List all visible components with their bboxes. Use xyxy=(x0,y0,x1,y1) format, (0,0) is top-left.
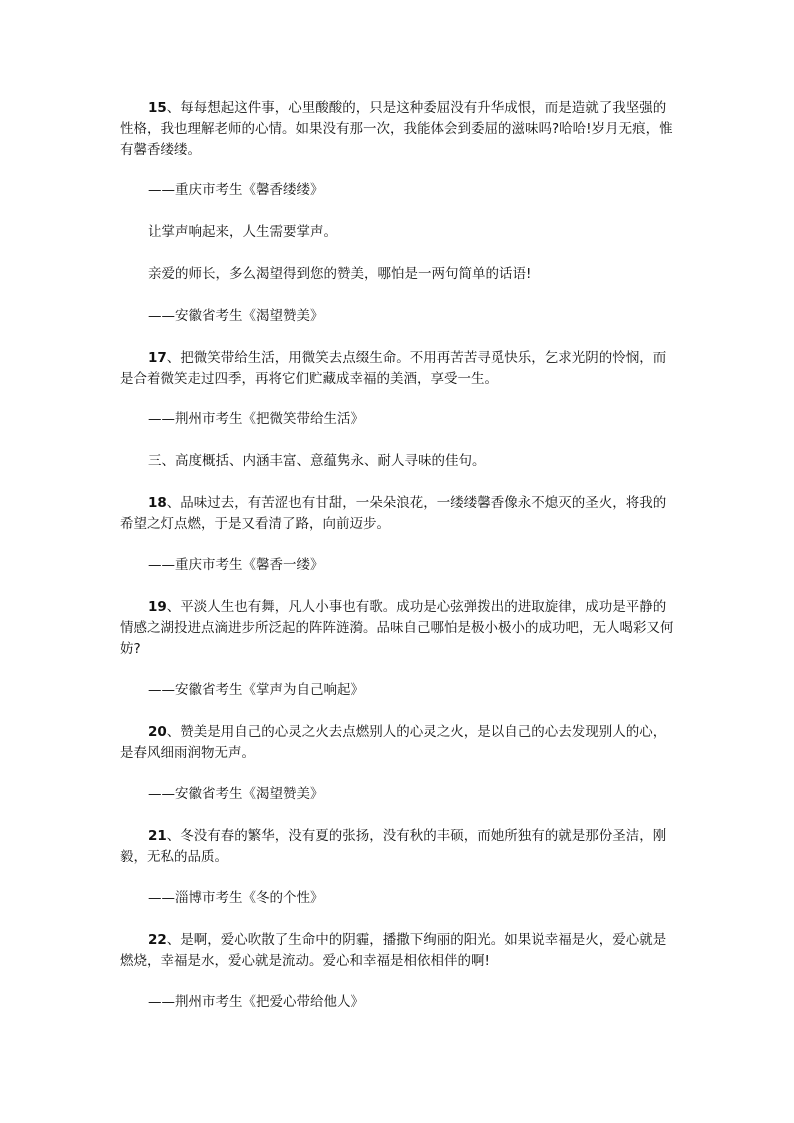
quote-text: 、是啊，爱心吹散了生命中的阴霾，播撒下绚丽的阳光。如果说幸福是火，爱心就是燃烧，幸福是水，爱心就是流动。爱心和幸福是相依相伴的啊! xyxy=(120,932,667,969)
quote-number: 19 xyxy=(148,599,167,615)
source-line: ——安徽省考生《渴望赞美》 xyxy=(148,308,324,324)
quote-number: 18 xyxy=(148,495,167,511)
paragraph: 亲爱的师长，多么渴望得到您的赞美，哪怕是一两句简单的话语! xyxy=(148,266,532,282)
quote-15 xyxy=(120,98,676,161)
quote-text: 、冬没有春的繁华，没有夏的张扬，没有秋的丰硕，而她所独有的就是那份圣洁，刚毅，无私的品质。 xyxy=(120,828,667,865)
quote-20 xyxy=(120,722,676,764)
quote-number: 21 xyxy=(148,828,167,844)
quote-text: 、把微笑带给生活，用微笑去点缀生命。不用再苦苦寻觅快乐，乞求光阴的怜悯，而是合着微笑走过四季，再将它们贮藏成幸福的美酒，享受一生。 xyxy=(120,350,667,387)
source-line: ——重庆市考生《馨香一缕》 xyxy=(148,557,324,573)
quote-text: 、赞美是用自己的心灵之火去点燃别人的心灵之火，是以自己的心去发现别人的心，是春风细雨润物无声。 xyxy=(120,724,667,761)
quote-text: 、每每想起这件事，心里酸酸的，只是这种委屈没有升华成恨，而是造就了我坚强的性格，我也理解老师的心情。如果没有那一次，我能体会到委屈的滋味吗?哈哈!岁月无痕，惟有馨香缕缕。 xyxy=(120,100,673,158)
source-line: ——安徽省考生《渴望赞美》 xyxy=(148,786,324,802)
quote-number: 22 xyxy=(148,932,167,948)
source-line: ——安徽省考生《掌声为自己响起》 xyxy=(148,682,364,698)
source-line: ——荆州市考生《把爱心带给他人》 xyxy=(148,994,364,1010)
source-line: ——荆州市考生《把微笑带给生活》 xyxy=(148,411,364,427)
source-line: ——重庆市考生《馨香缕缕》 xyxy=(148,182,324,198)
quote-text: 、平淡人生也有舞，凡人小事也有歌。成功是心弦弹拨出的进取旋律，成功是平静的情感之湖投进点滴进步所泛起的阵阵涟漪。品味自己哪怕是极小极小的成功吧，无人喝彩又何妨? xyxy=(120,599,674,657)
quote-18 xyxy=(120,493,676,535)
section-heading: 三、高度概括、内涵丰富、意蕴隽永、耐人寻味的佳句。 xyxy=(148,453,486,469)
quote-19 xyxy=(120,597,676,660)
paragraph: 让掌声响起来，人生需要掌声。 xyxy=(148,224,337,240)
source-line: ——淄博市考生《冬的个性》 xyxy=(148,890,324,906)
quote-17 xyxy=(120,348,676,390)
quote-number: 17 xyxy=(148,350,167,366)
quote-number: 20 xyxy=(148,724,167,740)
quote-text: 、品味过去，有苦涩也有甘甜，一朵朵浪花，一缕缕馨香像永不熄灭的圣火，将我的希望之灯点燃，于是又看清了路，向前迈步。 xyxy=(120,495,667,532)
quote-22 xyxy=(120,930,676,972)
quote-21 xyxy=(120,826,676,868)
quote-number: 15 xyxy=(148,100,167,116)
